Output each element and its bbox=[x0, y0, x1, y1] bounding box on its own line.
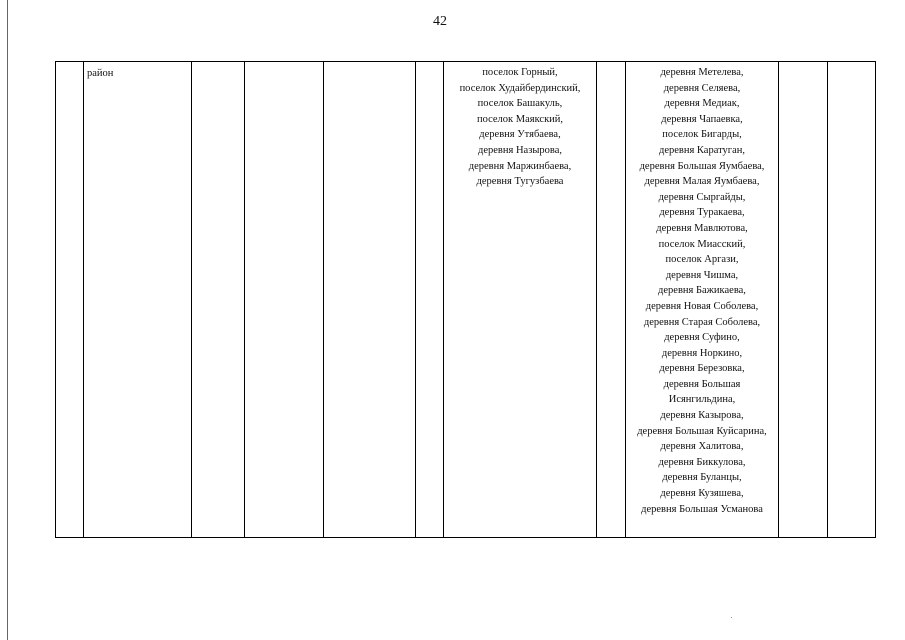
place-name: деревня Кузяшева, bbox=[660, 488, 744, 500]
place-name: деревня Большая Куйсарина, bbox=[637, 425, 767, 437]
place-name: деревня Туракаева, bbox=[659, 207, 745, 219]
place-name: поселок Горный, bbox=[482, 67, 558, 78]
place-name: поселок Башакуль, bbox=[477, 98, 563, 110]
place-name: поселок Маякский, bbox=[476, 113, 564, 125]
table-cell-5 bbox=[324, 62, 416, 538]
table-cell-1 bbox=[56, 62, 84, 538]
settlements-table bbox=[55, 61, 876, 538]
place-name: деревня Каратуган, bbox=[658, 144, 746, 156]
place-name: деревня Старая Соболева, bbox=[643, 316, 761, 328]
place-name: Исянгильдина, bbox=[668, 394, 736, 406]
table-cell-places-a bbox=[444, 62, 597, 538]
scan-speck bbox=[731, 617, 732, 618]
place-name: деревня Березовка, bbox=[659, 363, 745, 375]
place-name: деревня Медиак, bbox=[664, 98, 740, 110]
region-label: район bbox=[87, 68, 114, 79]
place-name: деревня Утябаева, bbox=[479, 129, 561, 141]
table-row bbox=[56, 62, 876, 538]
table-cell-3 bbox=[192, 62, 245, 538]
table-cell-8 bbox=[597, 62, 626, 538]
place-name: поселок Бигарды, bbox=[662, 129, 742, 141]
place-name: деревня Метелева, bbox=[660, 67, 744, 78]
place-name: деревня Чапаевка, bbox=[661, 113, 743, 125]
place-name: поселок Худайбердинский, bbox=[459, 82, 581, 94]
place-name: деревня Халитова, bbox=[660, 441, 744, 453]
place-name: деревня Селяева, bbox=[663, 82, 741, 94]
place-name: деревня Мавлютова, bbox=[656, 222, 748, 234]
place-name: поселок Аргази, bbox=[665, 254, 739, 266]
place-name: деревня Тугузбаева bbox=[476, 176, 564, 188]
place-name: деревня Большая Усманова bbox=[641, 503, 763, 515]
place-name: деревня Большая Яумбаева, bbox=[639, 160, 765, 172]
place-name: деревня Чишма, bbox=[665, 269, 739, 281]
place-name: деревня Сыргайды, bbox=[658, 191, 746, 203]
place-name: поселок Миасский, bbox=[658, 238, 746, 250]
table-cell-places-b bbox=[626, 62, 779, 538]
page-edge-rule bbox=[7, 0, 8, 640]
table-cell-region bbox=[84, 62, 192, 538]
table-cell-10 bbox=[779, 62, 828, 538]
place-name: деревня Бажикаева, bbox=[658, 285, 746, 297]
place-name: деревня Маржинбаева, bbox=[468, 160, 572, 172]
place-name: деревня Суфино, bbox=[664, 332, 740, 344]
place-name: деревня Буланцы, bbox=[662, 472, 742, 484]
table-cell-6 bbox=[416, 62, 444, 538]
place-name: деревня Новая Соболева, bbox=[645, 300, 759, 312]
place-name: деревня Большая bbox=[663, 378, 741, 390]
place-name: деревня Малая Яумбаева, bbox=[644, 176, 760, 188]
table-cell-4 bbox=[245, 62, 324, 538]
page-number: 42 bbox=[433, 14, 447, 29]
place-name: деревня Назырова, bbox=[478, 144, 562, 156]
place-name: деревня Норкино, bbox=[661, 347, 743, 359]
table-cell-11 bbox=[828, 62, 876, 538]
place-name: деревня Казырова, bbox=[660, 410, 744, 422]
place-name: деревня Биккулова, bbox=[658, 456, 746, 468]
